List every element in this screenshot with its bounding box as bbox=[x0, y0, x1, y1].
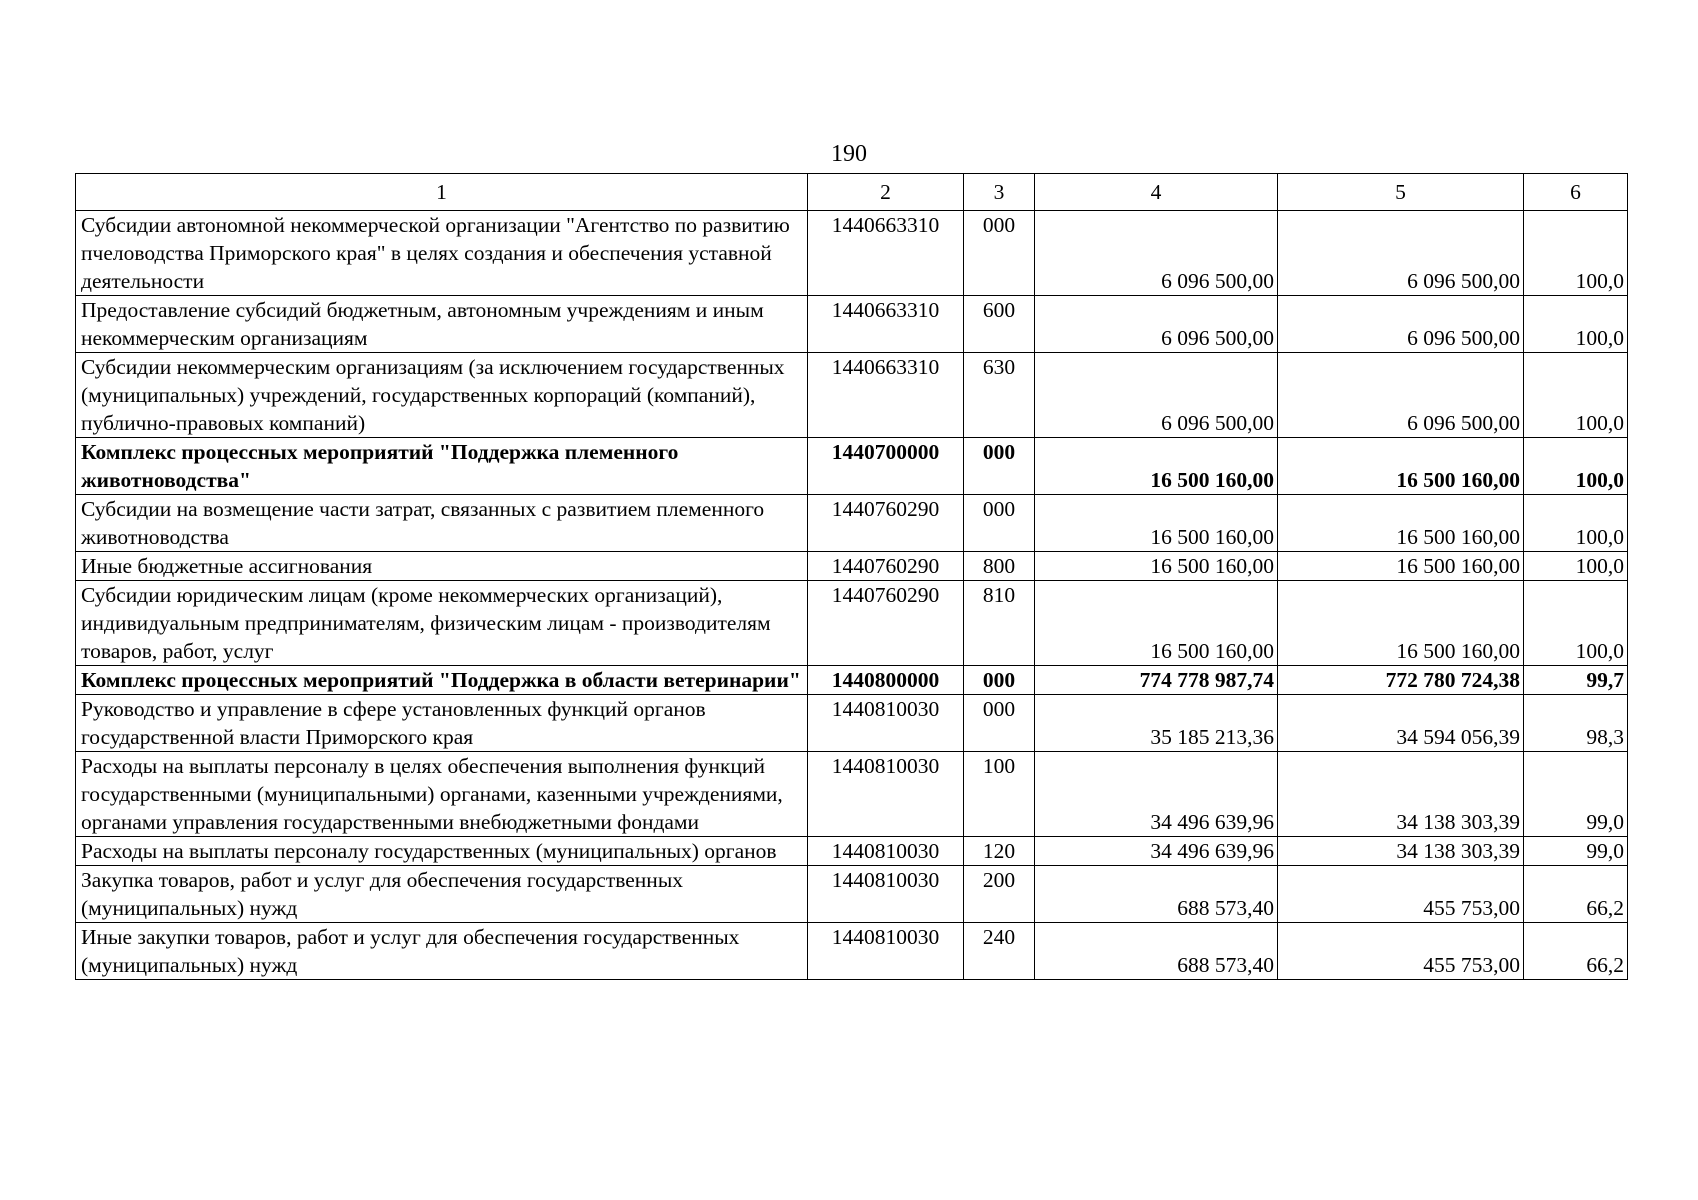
table-row bbox=[76, 666, 1628, 695]
table-row bbox=[76, 495, 1628, 552]
column-header: 6 bbox=[1524, 174, 1628, 211]
row-fact-cell: 16 500 160,00 bbox=[1278, 495, 1524, 552]
row-fact-cell: 6 096 500,00 bbox=[1278, 353, 1524, 438]
column-header: 1 bbox=[76, 174, 808, 211]
row-code-cell: 1440800000 bbox=[808, 666, 964, 695]
row-code-cell: 1440760290 bbox=[808, 581, 964, 666]
table-row bbox=[76, 866, 1628, 923]
row-code-cell: 1440760290 bbox=[808, 552, 964, 581]
row-percent-cell: 100,0 bbox=[1524, 581, 1628, 666]
row-name-cell: Иные закупки товаров, работ и услуг для обеспечения государственных (муниципальных) нужд bbox=[76, 923, 808, 980]
row-name-cell: Иные бюджетные ассигнования bbox=[76, 552, 808, 581]
row-expense-type-cell: 600 bbox=[964, 296, 1035, 353]
row-expense-type-cell: 800 bbox=[964, 552, 1035, 581]
row-expense-type-cell: 200 bbox=[964, 866, 1035, 923]
row-name-cell: Субсидии автономной некоммерческой организации "Агентство по развитию пчеловодства Приморского края" в целях создания и обеспечения уставной деятельности bbox=[76, 211, 808, 296]
column-header: 5 bbox=[1278, 174, 1524, 211]
row-code-cell: 1440700000 bbox=[808, 438, 964, 495]
row-expense-type-cell: 000 bbox=[964, 495, 1035, 552]
row-percent-cell: 100,0 bbox=[1524, 438, 1628, 495]
row-plan-cell: 16 500 160,00 bbox=[1035, 495, 1278, 552]
table-row bbox=[76, 353, 1628, 438]
row-expense-type-cell: 240 bbox=[964, 923, 1035, 980]
row-name-cell: Расходы на выплаты персоналу в целях обеспечения выполнения функций государственными (муниципальными) органами, казенными учреждениями, органами управления государственными внебюджетными фондами bbox=[76, 752, 808, 837]
row-percent-cell: 100,0 bbox=[1524, 495, 1628, 552]
row-plan-cell: 688 573,40 bbox=[1035, 866, 1278, 923]
row-plan-cell: 16 500 160,00 bbox=[1035, 581, 1278, 666]
row-percent-cell: 99,0 bbox=[1524, 837, 1628, 866]
table-row bbox=[76, 752, 1628, 837]
row-name-cell: Комплекс процессных мероприятий "Поддержка племенного животноводства" bbox=[76, 438, 808, 495]
row-fact-cell: 455 753,00 bbox=[1278, 866, 1524, 923]
row-plan-cell: 6 096 500,00 bbox=[1035, 353, 1278, 438]
row-plan-cell: 34 496 639,96 bbox=[1035, 752, 1278, 837]
row-name-cell: Расходы на выплаты персоналу государственных (муниципальных) органов bbox=[76, 837, 808, 866]
row-fact-cell: 34 138 303,39 bbox=[1278, 752, 1524, 837]
header-row bbox=[76, 174, 1628, 211]
row-expense-type-cell: 000 bbox=[964, 666, 1035, 695]
row-expense-type-cell: 630 bbox=[964, 353, 1035, 438]
row-code-cell: 1440760290 bbox=[808, 495, 964, 552]
row-code-cell: 1440810030 bbox=[808, 923, 964, 980]
row-plan-cell: 6 096 500,00 bbox=[1035, 296, 1278, 353]
row-percent-cell: 100,0 bbox=[1524, 353, 1628, 438]
row-plan-cell: 6 096 500,00 bbox=[1035, 211, 1278, 296]
row-name-cell: Комплекс процессных мероприятий "Поддержка в области ветеринарии" bbox=[76, 666, 808, 695]
row-name-cell: Субсидии юридическим лицам (кроме некоммерческих организаций), индивидуальным предпринимателям, физическим лицам - производителям товаров, работ, услуг bbox=[76, 581, 808, 666]
row-expense-type-cell: 000 bbox=[964, 438, 1035, 495]
row-expense-type-cell: 100 bbox=[964, 752, 1035, 837]
row-fact-cell: 455 753,00 bbox=[1278, 923, 1524, 980]
row-code-cell: 1440663310 bbox=[808, 296, 964, 353]
row-plan-cell: 16 500 160,00 bbox=[1035, 438, 1278, 495]
table-row bbox=[76, 581, 1628, 666]
row-percent-cell: 99,0 bbox=[1524, 752, 1628, 837]
row-code-cell: 1440663310 bbox=[808, 353, 964, 438]
row-plan-cell: 774 778 987,74 bbox=[1035, 666, 1278, 695]
page-number: 190 bbox=[831, 141, 867, 167]
row-fact-cell: 34 594 056,39 bbox=[1278, 695, 1524, 752]
row-name-cell: Субсидии на возмещение части затрат, связанных с развитием племенного животноводства bbox=[76, 495, 808, 552]
row-percent-cell: 99,7 bbox=[1524, 666, 1628, 695]
row-code-cell: 1440810030 bbox=[808, 837, 964, 866]
row-expense-type-cell: 000 bbox=[964, 695, 1035, 752]
row-percent-cell: 66,2 bbox=[1524, 866, 1628, 923]
row-name-cell: Руководство и управление в сфере установленных функций органов государственной власти Приморского края bbox=[76, 695, 808, 752]
column-header: 2 bbox=[808, 174, 964, 211]
row-expense-type-cell: 000 bbox=[964, 211, 1035, 296]
row-fact-cell: 16 500 160,00 bbox=[1278, 552, 1524, 581]
column-header: 4 bbox=[1035, 174, 1278, 211]
table-row bbox=[76, 552, 1628, 581]
row-expense-type-cell: 810 bbox=[964, 581, 1035, 666]
row-fact-cell: 6 096 500,00 bbox=[1278, 296, 1524, 353]
row-fact-cell: 6 096 500,00 bbox=[1278, 211, 1524, 296]
row-code-cell: 1440810030 bbox=[808, 752, 964, 837]
table-row bbox=[76, 695, 1628, 752]
row-code-cell: 1440663310 bbox=[808, 211, 964, 296]
row-name-cell: Субсидии некоммерческим организациям (за исключением государственных (муниципальных) учреждений, государственных корпораций (компаний), публично-правовых компаний) bbox=[76, 353, 808, 438]
row-plan-cell: 688 573,40 bbox=[1035, 923, 1278, 980]
table-row bbox=[76, 211, 1628, 296]
row-percent-cell: 66,2 bbox=[1524, 923, 1628, 980]
table-body bbox=[76, 174, 1628, 980]
row-expense-type-cell: 120 bbox=[964, 837, 1035, 866]
row-fact-cell: 772 780 724,38 bbox=[1278, 666, 1524, 695]
row-fact-cell: 16 500 160,00 bbox=[1278, 438, 1524, 495]
row-fact-cell: 34 138 303,39 bbox=[1278, 837, 1524, 866]
row-code-cell: 1440810030 bbox=[808, 866, 964, 923]
row-code-cell: 1440810030 bbox=[808, 695, 964, 752]
table-row bbox=[76, 837, 1628, 866]
row-fact-cell: 16 500 160,00 bbox=[1278, 581, 1524, 666]
table-row bbox=[76, 923, 1628, 980]
table-row bbox=[76, 296, 1628, 353]
row-name-cell: Предоставление субсидий бюджетным, автономным учреждениям и иным некоммерческим организациям bbox=[76, 296, 808, 353]
row-name-cell: Закупка товаров, работ и услуг для обеспечения государственных (муниципальных) нужд bbox=[76, 866, 808, 923]
row-plan-cell: 35 185 213,36 bbox=[1035, 695, 1278, 752]
row-plan-cell: 16 500 160,00 bbox=[1035, 552, 1278, 581]
row-percent-cell: 100,0 bbox=[1524, 552, 1628, 581]
row-percent-cell: 100,0 bbox=[1524, 296, 1628, 353]
row-plan-cell: 34 496 639,96 bbox=[1035, 837, 1278, 866]
table-row bbox=[76, 438, 1628, 495]
row-percent-cell: 100,0 bbox=[1524, 211, 1628, 296]
row-percent-cell: 98,3 bbox=[1524, 695, 1628, 752]
budget-table bbox=[75, 173, 1628, 980]
column-header: 3 bbox=[964, 174, 1035, 211]
